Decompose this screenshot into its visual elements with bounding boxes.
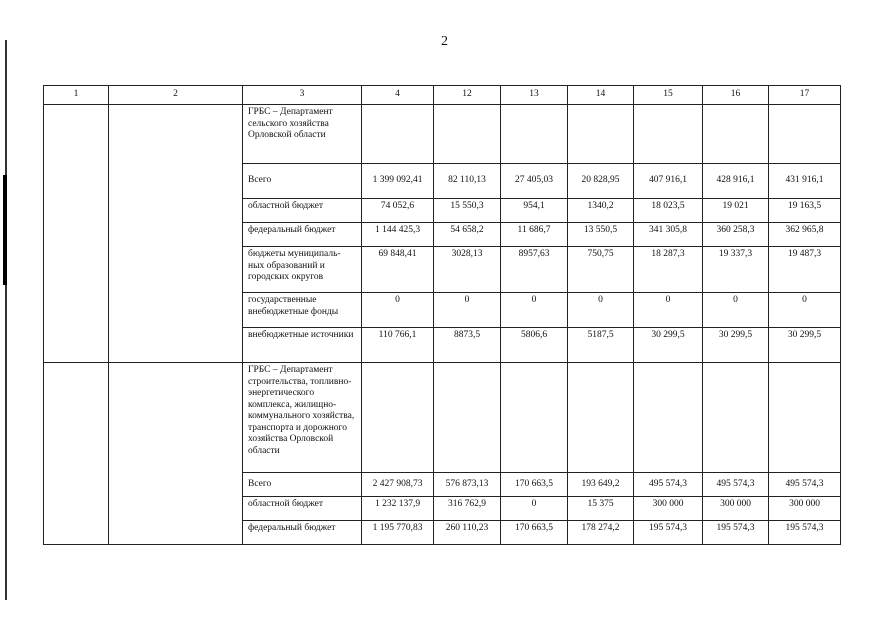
value-cell: 15 375	[568, 497, 634, 521]
budget-table	[43, 85, 841, 545]
value-cell: 19 487,3	[769, 247, 841, 293]
value-cell: 2 427 908,73	[362, 473, 434, 497]
value-cell: 30 299,5	[769, 328, 841, 363]
value-cell: 195 574,3	[769, 521, 841, 545]
value-cell: 0	[501, 497, 568, 521]
value-cell: 15 550,3	[434, 199, 501, 223]
value-cell: 69 848,41	[362, 247, 434, 293]
value-cell: 1 232 137,9	[362, 497, 434, 521]
value-cell: 1 195 770,83	[362, 521, 434, 545]
value-cell: 110 766,1	[362, 328, 434, 363]
page-number: 2	[441, 34, 448, 49]
value-cell: 300 000	[703, 497, 769, 521]
value-cell: 1 144 425,3	[362, 223, 434, 247]
column-header: 2	[109, 86, 243, 105]
section-title: ГРБС – Департамент строительства, топливно-энергетического комплекса, жилищно-коммунального хозяйства, транспорта и дорожного хозяйства Орловской области	[243, 363, 362, 473]
column-header: 3	[243, 86, 362, 105]
value-cell: 170 663,5	[501, 521, 568, 545]
column-header: 14	[568, 86, 634, 105]
row-label: федеральный бюджет	[243, 521, 362, 545]
value-cell: 0	[501, 293, 568, 328]
value-cell: 1 399 092,41	[362, 164, 434, 199]
value-cell: 0	[434, 293, 501, 328]
value-cell: 8873,5	[434, 328, 501, 363]
empty-cell	[109, 363, 243, 545]
value-cell: 0	[362, 293, 434, 328]
value-cell: 170 663,5	[501, 473, 568, 497]
row-label: бюджеты муниципаль-ных образований и городских округов	[243, 247, 362, 293]
value-cell: 954,1	[501, 199, 568, 223]
column-header: 4	[362, 86, 434, 105]
value-cell: 178 274,2	[568, 521, 634, 545]
row-label: Всего	[243, 164, 362, 199]
value-cell: 54 658,2	[434, 223, 501, 247]
section-title-row	[44, 363, 841, 473]
scan-edge-line	[5, 40, 7, 600]
row-label: Всего	[243, 473, 362, 497]
value-cell: 19 337,3	[703, 247, 769, 293]
value-cell: 13 550,5	[568, 223, 634, 247]
value-cell: 27 405,03	[501, 164, 568, 199]
value-cell: 30 299,5	[634, 328, 703, 363]
value-cell: 0	[634, 293, 703, 328]
value-cell: 495 574,3	[634, 473, 703, 497]
value-cell: 195 574,3	[703, 521, 769, 545]
value-cell: 428 916,1	[703, 164, 769, 199]
value-cell: 20 828,95	[568, 164, 634, 199]
value-cell: 193 649,2	[568, 473, 634, 497]
value-cell: 19 021	[703, 199, 769, 223]
value-cell: 18 023,5	[634, 199, 703, 223]
column-header: 16	[703, 86, 769, 105]
value-cell: 341 305,8	[634, 223, 703, 247]
value-cell: 8957,63	[501, 247, 568, 293]
value-cell: 495 574,3	[703, 473, 769, 497]
value-cell: 495 574,3	[769, 473, 841, 497]
column-header: 13	[501, 86, 568, 105]
value-cell: 3028,13	[434, 247, 501, 293]
value-cell: 407 916,1	[634, 164, 703, 199]
value-cell: 362 965,8	[769, 223, 841, 247]
row-label: областной бюджет	[243, 199, 362, 223]
row-label: государственные внебюджетные фонды	[243, 293, 362, 328]
value-cell: 316 762,9	[434, 497, 501, 521]
section-title: ГРБС – Департамент сельского хозяйства Орловской области	[243, 105, 362, 164]
column-header: 15	[634, 86, 703, 105]
value-cell: 300 000	[634, 497, 703, 521]
empty-cell	[44, 363, 109, 545]
value-cell: 300 000	[769, 497, 841, 521]
row-label: внебюджетные источники	[243, 328, 362, 363]
empty-cell	[109, 105, 243, 363]
value-cell: 195 574,3	[634, 521, 703, 545]
column-header: 12	[434, 86, 501, 105]
value-cell: 11 686,7	[501, 223, 568, 247]
row-label: областной бюджет	[243, 497, 362, 521]
value-cell: 0	[568, 293, 634, 328]
scan-edge-mark	[3, 175, 7, 285]
column-header: 1	[44, 86, 109, 105]
value-cell: 82 110,13	[434, 164, 501, 199]
row-label: федеральный бюджет	[243, 223, 362, 247]
value-cell: 1340,2	[568, 199, 634, 223]
value-cell: 5187,5	[568, 328, 634, 363]
value-cell: 19 163,5	[769, 199, 841, 223]
value-cell: 74 052,6	[362, 199, 434, 223]
value-cell: 5806,6	[501, 328, 568, 363]
value-cell: 260 110,23	[434, 521, 501, 545]
value-cell: 30 299,5	[703, 328, 769, 363]
value-cell: 0	[769, 293, 841, 328]
header-row	[44, 86, 841, 105]
empty-cell	[44, 105, 109, 363]
value-cell: 18 287,3	[634, 247, 703, 293]
value-cell: 431 916,1	[769, 164, 841, 199]
section-title-row	[44, 105, 841, 164]
column-header: 17	[769, 86, 841, 105]
value-cell: 360 258,3	[703, 223, 769, 247]
value-cell: 0	[703, 293, 769, 328]
value-cell: 576 873,13	[434, 473, 501, 497]
value-cell: 750,75	[568, 247, 634, 293]
